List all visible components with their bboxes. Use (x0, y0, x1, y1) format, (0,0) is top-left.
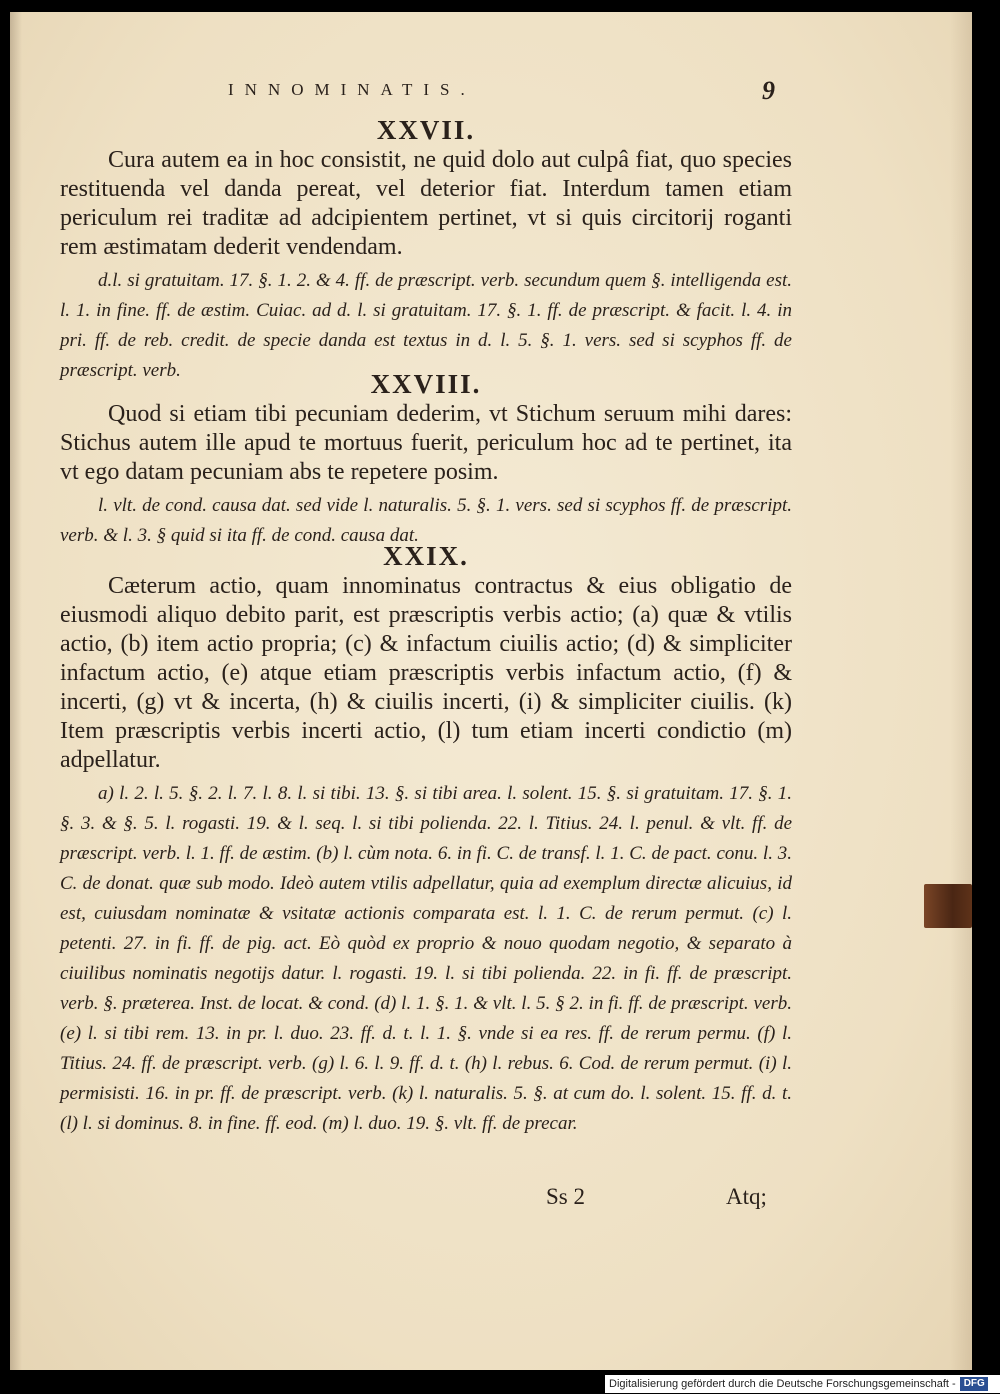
page-tab (924, 884, 972, 928)
section-heading: XXVIII. (370, 369, 482, 399)
section-heading: XXIX. (383, 541, 469, 571)
section-note: d.l. si gratuitam. 17. §. 1. 2. & 4. ff. de præscript. verb. secundum quem §. intelligenda est. l. 1. in fine. ff. de æstim. Cuiac. ad d. l. si gratuitam. 17. §. 1. ff. de præscript. & facit. l. 4. in pri. ff. de reb. credit. de specie danda est textus in d. l. 5. §. 1. vers. sed si scyphos ff. de præscript. verb. (60, 270, 792, 381)
running-head: INNOMINATIS. (228, 80, 476, 99)
gutter-shadow (10, 12, 22, 1370)
page-number: 9 (762, 76, 775, 105)
signature-mark: Ss 2 (546, 1184, 585, 1209)
section-28 (60, 368, 792, 551)
section-27 (60, 114, 792, 386)
digitization-credit (605, 1375, 1000, 1393)
section-text: Cura autem ea in hoc consistit, ne quid dolo aut culpâ fiat, quo species restituenda vel danda pereat, vel deterior fiat. Interdum tamen etiam periculum rei traditæ ad adcipientem pertinet, vt si quis circitorij roganti rem æstimatam dederit vendendam. (60, 147, 792, 260)
section-text: Cæterum actio, quam innominatus contractus & eius obligatio de eiusmodi aliquo debito parit, est præscriptis verbis actio; (a) quæ & vtilis actio, (b) item actio propria; (c) & infactum ciuilis actio; (d) & simpliciter infactum actio, (e) atque etiam præscriptis verbis infactum actio, (f) & incerti, (g) vt & incerta, (h) & ciuilis incerti, (i) & simpliciter ciuilis. (k) Item præscriptis verbis incerti actio, (l) tum etiam incerti condictio (m) adpellatur. (60, 573, 792, 773)
section-text: Quod si etiam tibi pecuniam dederim, vt Stichum seruum mihi dares: Stichus autem ille apud te mortuus fuerit, periculum hoc ad te pertinet, ita vt ego datam pecuniam abs te repetere posim. (60, 401, 792, 485)
section-note: l. vlt. de cond. causa dat. sed vide l. naturalis. 5. §. 1. vers. sed si scyphos ff. de præscript. verb. & l. 3. § quid si ita ff. de cond. causa dat. (60, 495, 792, 546)
section-heading: XXVII. (376, 115, 476, 145)
section-29 (60, 540, 792, 1139)
catchword: Atq; (726, 1184, 767, 1209)
dfg-logo: DFG (960, 1377, 988, 1391)
page-edge (950, 12, 972, 1370)
book-page (10, 12, 972, 1370)
section-note: a) l. 2. l. 5. §. 2. l. 7. l. 8. l. si tibi. 13. §. si tibi area. l. solent. 15. §. si gratuitam. 17. §. 1. §. 3. & §. 5. l. rogasti. 19. & l. seq. l. si tibi polienda. 22. l. Titius. 24. l. penul. & vlt. ff. de præscript. verb. l. 1. ff. de æstim. (b) l. cùm nota. 6. in fi. C. de transf. l. 1. C. de pact. conu. l. 3. C. de donat. quæ sub modo. Ideò autem vtilis adpellatur, quia ad exemplum directæ alicuius, id est, cuiusdam nominatæ & vsitatæ actionis comparata est. l. 1. C. de rerum permut. (c) l. petenti. 27. in fi. ff. de pig. act. Eò quòd ex proprio & nouo quodam negotio, & separato à ciuilibus nominatis negotijs datur. l. rogasti. 19. l. si tibi polienda. 22. in fi. ff. de præscript. verb. §. præterea. Inst. de locat. & cond. (d) l. 1. §. 1. & vlt. l. 5. § 2. in fi. ff. de præscript. verb. (e) l. si tibi rem. 13. in pr. l. duo. 23. ff. d. t. l. 1. §. vnde si ea res. ff. de rerum permu. (f) l. Titius. 24. ff. de præscript. verb. (g) l. 6. l. 9. ff. d. t. (h) l. rebus. 6. Cod. de rerum permut. (i) l. permisisti. 16. in pr. ff. de præscript. verb. (k) l. naturalis. 5. §. at cum do. l. solent. 15. ff. d. t. (l) l. si dominus. 8. in fine. ff. eod. (m) l. duo. 19. §. vlt. ff. de precar. (60, 783, 792, 1134)
credit-text: Digitalisierung gefördert durch die Deutsche Forschungsgemeinschaft - (609, 1378, 956, 1390)
